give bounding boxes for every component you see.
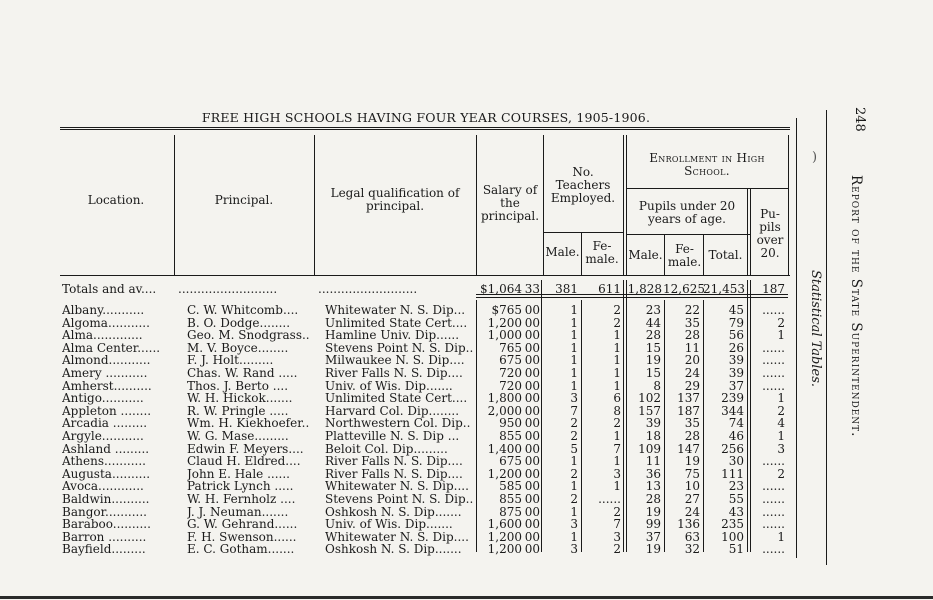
- totals-total: 21,453: [703, 282, 745, 296]
- teachers-male-cell: 3: [570, 517, 578, 532]
- teachers-female-cell: 7: [613, 441, 621, 456]
- principal-cell: C. W. Whitcomb....: [187, 303, 299, 317]
- totals-salary-cents: 33: [524, 282, 540, 296]
- over-20-cell: 2: [777, 315, 785, 330]
- teachers-male-cell: 2: [570, 429, 578, 443]
- total-cell: 344: [721, 403, 744, 418]
- salary-cents-cell: 00: [524, 441, 540, 456]
- salary-cents-cell: 00: [524, 340, 540, 355]
- total-cell: 30: [728, 454, 744, 469]
- teachers-female-cell: 6: [613, 391, 621, 406]
- teachers-female-cell: 1: [613, 454, 621, 469]
- qualification-cell: Milwaukee N. S. Dip....: [325, 353, 465, 368]
- salary-cents-cell: 00: [524, 504, 540, 519]
- location-cell: Augusta..........: [62, 466, 151, 481]
- principal-cell: W. G. Mase.........: [187, 429, 289, 443]
- location-cell: Baldwin..........: [62, 492, 150, 506]
- location-cell: Bangor...........: [62, 504, 147, 519]
- enroll-male-cell: 28: [645, 328, 661, 343]
- principal-cell: F. H. Swenson......: [187, 529, 297, 544]
- enroll-female-cell: 28: [684, 429, 700, 443]
- salary-cents-cell: 00: [524, 429, 540, 443]
- principal-cell: W. H. Fernholz ....: [187, 492, 296, 506]
- salary-cents-cell: 00: [524, 529, 540, 544]
- header-teachers: No. Teachers Employed.: [550, 165, 616, 205]
- enroll-female-cell: 28: [684, 328, 700, 343]
- teachers-female-cell: 2: [613, 542, 621, 557]
- teachers-female-cell: 1: [613, 340, 621, 355]
- teachers-male-cell: 1: [570, 315, 578, 330]
- totals-label: Totals and av....: [62, 282, 157, 296]
- location-cell: Albany...........: [62, 303, 145, 317]
- qualification-cell: Whitewater N. S. Dip....: [325, 529, 469, 544]
- enroll-male-cell: 18: [645, 429, 661, 443]
- enroll-male-cell: 102: [638, 391, 661, 406]
- enroll-male-cell: 39: [645, 416, 661, 431]
- total-cell: 56: [728, 328, 744, 343]
- enroll-female-cell: 187: [677, 403, 700, 418]
- salary-cell: 855: [499, 492, 522, 506]
- over-20-cell: 1: [777, 391, 785, 406]
- enroll-male-cell: 19: [645, 504, 661, 519]
- enroll-male-cell: 23: [645, 303, 661, 317]
- teachers-male-cell: 1: [570, 366, 578, 380]
- teachers-male-cell: 1: [570, 479, 578, 494]
- teachers-male-cell: 1: [570, 378, 578, 393]
- page-title: FREE HIGH SCHOOLS HAVING FOUR YEAR COURSES, 1905-1906.: [201, 110, 651, 125]
- enroll-female-cell: 35: [684, 315, 700, 330]
- over-20-cell: 2: [777, 466, 785, 481]
- enroll-male-cell: 19: [645, 542, 661, 557]
- salary-cents-cell: 00: [524, 391, 540, 406]
- totals-male: 381: [555, 282, 578, 296]
- location-cell: Baraboo..........: [62, 517, 151, 532]
- location-cell: Amery ...........: [62, 366, 148, 380]
- enroll-male-cell: 11: [645, 454, 661, 469]
- over-20-cell: 1: [777, 328, 785, 343]
- qualification-cell: Northwestern Col. Dip..: [325, 416, 471, 431]
- principal-cell: J. J. Neuman.......: [187, 504, 289, 519]
- total-cell: 23: [728, 479, 744, 494]
- teachers-female-cell: 7: [613, 517, 621, 532]
- teachers-male-cell: 1: [570, 529, 578, 544]
- over-20-cell: ......: [762, 353, 785, 368]
- salary-cents-cell: 00: [524, 303, 540, 317]
- total-cell: 39: [728, 366, 744, 380]
- enroll-male-cell: 19: [645, 353, 661, 368]
- principal-cell: R. W. Pringle .....: [187, 403, 289, 418]
- qualification-cell: Univ. of Wis. Dip.......: [325, 517, 453, 532]
- salary-cents-cell: 00: [524, 479, 540, 494]
- teachers-female-cell: 1: [613, 366, 621, 380]
- salary-cents-cell: 00: [524, 492, 540, 506]
- salary-cell: 1,200: [487, 529, 522, 544]
- teachers-female-cell: 2: [613, 416, 621, 431]
- enroll-female-cell: 32: [684, 542, 700, 557]
- salary-cents-cell: 00: [524, 454, 540, 469]
- principal-cell: Patrick Lynch .....: [187, 479, 294, 494]
- location-cell: Arcadia .........: [62, 416, 148, 431]
- totals-principal: ..........................: [178, 282, 278, 296]
- qualification-cell: Univ. of Wis. Dip.......: [325, 378, 453, 393]
- location-cell: Amherst..........: [62, 378, 152, 393]
- over-20-cell: ......: [762, 542, 785, 557]
- header-enroll-female: Fe-male.: [667, 242, 702, 269]
- totals-salary: $1,064: [480, 282, 522, 296]
- teachers-male-cell: 1: [570, 454, 578, 469]
- teachers-female-cell: 1: [613, 328, 621, 343]
- qualification-cell: Whitewater N. S. Dip...: [325, 303, 466, 317]
- salary-cell: 585: [499, 479, 522, 494]
- total-cell: 74: [728, 416, 744, 431]
- header-enrollment: Enrollment in High School.: [649, 151, 765, 178]
- total-cell: 39: [728, 353, 744, 368]
- qualification-cell: Oshkosh N. S. Dip.......: [325, 542, 462, 557]
- salary-cell: 1,200: [487, 542, 522, 557]
- total-cell: 46: [728, 429, 744, 443]
- over-20-cell: 1: [777, 429, 785, 443]
- salary-cell: 1,000: [487, 328, 522, 343]
- enroll-female-cell: 24: [684, 366, 700, 380]
- enroll-female-cell: 136: [677, 517, 700, 532]
- enroll-female-cell: 20: [684, 353, 700, 368]
- teachers-male-cell: 1: [570, 328, 578, 343]
- teachers-female-cell: 3: [613, 529, 621, 544]
- teachers-female-cell: 2: [613, 315, 621, 330]
- enroll-female-cell: 147: [677, 441, 700, 456]
- qualification-cell: Oshkosh N. S. Dip.......: [325, 504, 462, 519]
- total-cell: 111: [721, 466, 744, 481]
- enroll-female-cell: 27: [684, 492, 700, 506]
- salary-cents-cell: 00: [524, 353, 540, 368]
- teachers-male-cell: 1: [570, 353, 578, 368]
- total-cell: 26: [728, 340, 744, 355]
- principal-cell: Geo. M. Snodgrass..: [187, 328, 310, 343]
- salary-cents-cell: 00: [524, 517, 540, 532]
- teachers-female-cell: 1: [613, 429, 621, 443]
- over-20-cell: ......: [762, 378, 785, 393]
- teachers-female-cell: 1: [613, 479, 621, 494]
- total-cell: 256: [721, 441, 744, 456]
- total-cell: 235: [721, 517, 744, 532]
- over-20-cell: ......: [762, 303, 785, 317]
- qualification-cell: River Falls N. S. Dip....: [325, 466, 463, 481]
- qualification-cell: Hamline Univ. Dip......: [325, 328, 460, 343]
- enroll-male-cell: 15: [645, 340, 661, 355]
- over-20-cell: ......: [762, 340, 785, 355]
- salary-cell: 675: [499, 454, 522, 469]
- running-head: Report of the State Superintendent.: [848, 175, 864, 438]
- qualification-cell: Unlimited State Cert....: [325, 315, 468, 330]
- principal-cell: E. C. Gotham.......: [187, 542, 295, 557]
- teachers-female-cell: 1: [613, 353, 621, 368]
- location-cell: Alma.............: [62, 328, 143, 343]
- totals-over-20: 187: [762, 282, 785, 296]
- qualification-cell: Harvard Col. Dip........: [325, 403, 460, 418]
- over-20-cell: 3: [777, 441, 785, 456]
- enroll-male-cell: 157: [638, 403, 661, 418]
- location-cell: Alma Center......: [62, 340, 161, 355]
- qualification-cell: Platteville N. S. Dip ...: [325, 429, 460, 443]
- teachers-male-cell: 1: [570, 340, 578, 355]
- teachers-male-cell: 1: [570, 303, 578, 317]
- enroll-female-cell: 35: [684, 416, 700, 431]
- qualification-cell: Whitewater N. S. Dip....: [325, 479, 469, 494]
- over-20-cell: 1: [777, 529, 785, 544]
- header-pupils-under-20: Pupils under 20 years of age.: [638, 199, 736, 226]
- principal-cell: Thos. J. Berto ....: [187, 378, 289, 393]
- enroll-female-cell: 10: [684, 479, 700, 494]
- principal-cell: W. H. Hickok.......: [187, 391, 293, 406]
- salary-cell: 1,600: [487, 517, 522, 532]
- header-location: Location.: [87, 193, 145, 207]
- teachers-male-cell: 1: [570, 504, 578, 519]
- total-cell: 45: [728, 303, 744, 317]
- salary-cell: 1,800: [487, 391, 522, 406]
- total-cell: 100: [721, 529, 744, 544]
- totals-qualification: ..........................: [318, 282, 418, 296]
- header-teachers-male: Male.: [545, 245, 580, 259]
- principal-cell: Edwin F. Meyers....: [187, 441, 304, 456]
- principal-cell: M. V. Boyce........: [187, 340, 289, 355]
- teachers-male-cell: 7: [570, 403, 578, 418]
- over-20-cell: ......: [762, 492, 785, 506]
- qualification-cell: Stevens Point N. S. Dip..: [325, 340, 474, 355]
- enroll-male-cell: 44: [645, 315, 661, 330]
- enroll-female-cell: 22: [684, 303, 700, 317]
- total-cell: 37: [728, 378, 744, 393]
- qualification-cell: Unlimited State Cert....: [325, 391, 468, 406]
- margin-mark: ): [812, 150, 818, 165]
- location-cell: Athens...........: [62, 454, 146, 469]
- principal-cell: John E. Hale ......: [187, 466, 290, 481]
- principal-cell: F. J. Holt.........: [187, 353, 274, 368]
- principal-cell: Wm. H. Kiekhoefer..: [187, 416, 310, 431]
- over-20-cell: 2: [777, 403, 785, 418]
- location-cell: Bayfield.........: [62, 542, 146, 557]
- enroll-female-cell: 63: [684, 529, 700, 544]
- salary-cents-cell: 00: [524, 542, 540, 557]
- location-cell: Almond...........: [62, 353, 151, 368]
- header-principal: Principal.: [214, 193, 274, 207]
- header-over-20: Pu-pils over 20.: [756, 207, 784, 260]
- page-number: 248: [852, 107, 867, 132]
- enroll-female-cell: 75: [684, 466, 700, 481]
- totals-enroll-male: 1,828: [627, 282, 662, 296]
- salary-cents-cell: 00: [524, 315, 540, 330]
- qualification-cell: River Falls N. S. Dip....: [325, 454, 463, 469]
- teachers-female-cell: 2: [613, 303, 621, 317]
- enroll-female-cell: 137: [677, 391, 700, 406]
- salary-cell: 950: [499, 416, 522, 431]
- teachers-female-cell: 8: [613, 403, 621, 418]
- salary-cell: 2,000: [487, 403, 522, 418]
- qualification-cell: River Falls N. S. Dip....: [325, 366, 463, 380]
- enroll-female-cell: 24: [684, 504, 700, 519]
- enroll-female-cell: 19: [684, 454, 700, 469]
- teachers-female-cell: ......: [598, 492, 621, 506]
- total-cell: 55: [728, 492, 744, 506]
- teachers-male-cell: 3: [570, 391, 578, 406]
- location-cell: Appleton ........: [62, 403, 152, 418]
- enroll-female-cell: 11: [684, 340, 700, 355]
- totals-female: 611: [598, 282, 621, 296]
- location-cell: Argyle...........: [62, 429, 144, 443]
- total-cell: 79: [728, 315, 744, 330]
- salary-cents-cell: 00: [524, 403, 540, 418]
- salary-cell: 675: [499, 353, 522, 368]
- salary-cell: 720: [499, 366, 522, 380]
- location-cell: Antigo...........: [62, 391, 144, 406]
- salary-cell: 765: [499, 340, 522, 355]
- totals-enroll-female: 12,625: [663, 282, 705, 296]
- enroll-male-cell: 13: [645, 479, 661, 494]
- page-bottom-rule: [0, 596, 933, 599]
- salary-cell: 1,400: [487, 441, 522, 456]
- teachers-female-cell: 1: [613, 378, 621, 393]
- total-cell: 239: [721, 391, 744, 406]
- header-enroll-male: Male.: [628, 248, 663, 262]
- teachers-male-cell: 2: [570, 466, 578, 481]
- salary-cell: 855: [499, 429, 522, 443]
- total-cell: 51: [728, 542, 744, 557]
- over-20-cell: ......: [762, 454, 785, 469]
- salary-cents-cell: 00: [524, 378, 540, 393]
- qualification-cell: Stevens Point N. S. Dip..: [325, 492, 474, 506]
- teachers-male-cell: 3: [570, 542, 578, 557]
- principal-cell: Chas. W. Rand .....: [187, 366, 298, 380]
- principal-cell: B. O. Dodge........: [187, 315, 291, 330]
- over-20-cell: ......: [762, 504, 785, 519]
- location-cell: Ashland .........: [62, 441, 150, 456]
- over-20-cell: 4: [777, 416, 785, 431]
- principal-cell: Claud H. Eldred....: [187, 454, 301, 469]
- teachers-female-cell: 2: [613, 504, 621, 519]
- salary-cell: $765: [491, 303, 522, 317]
- over-20-cell: ......: [762, 517, 785, 532]
- salary-cents-cell: 00: [524, 366, 540, 380]
- enroll-female-cell: 29: [684, 378, 700, 393]
- salary-cents-cell: 00: [524, 466, 540, 481]
- header-qualification: Legal qualification of principal.: [330, 186, 460, 213]
- header-total: Total.: [708, 248, 743, 262]
- teachers-male-cell: 2: [570, 416, 578, 431]
- section-label: Statistical Tables.: [808, 270, 823, 388]
- enroll-male-cell: 8: [653, 378, 661, 393]
- enroll-male-cell: 36: [645, 466, 661, 481]
- teachers-male-cell: 5: [570, 441, 578, 456]
- over-20-cell: ......: [762, 479, 785, 494]
- header-salary: Salary of the principal.: [480, 183, 540, 223]
- total-cell: 43: [728, 504, 744, 519]
- salary-cents-cell: 00: [524, 328, 540, 343]
- salary-cell: 875: [499, 504, 522, 519]
- enroll-male-cell: 15: [645, 366, 661, 380]
- header-teachers-female: Fe-male.: [585, 239, 619, 266]
- qualification-cell: Beloit Col. Dip.........: [325, 441, 448, 456]
- location-cell: Avoca............: [62, 479, 144, 494]
- enroll-male-cell: 99: [645, 517, 661, 532]
- salary-cents-cell: 00: [524, 416, 540, 431]
- enroll-male-cell: 37: [645, 529, 661, 544]
- salary-cell: 720: [499, 378, 522, 393]
- principal-cell: G. W. Gehrand......: [187, 517, 298, 532]
- location-cell: Algoma...........: [62, 315, 150, 330]
- over-20-cell: ......: [762, 366, 785, 380]
- salary-cell: 1,200: [487, 466, 522, 481]
- teachers-male-cell: 2: [570, 492, 578, 506]
- enroll-male-cell: 109: [638, 441, 661, 456]
- enroll-male-cell: 28: [645, 492, 661, 506]
- salary-cell: 1,200: [487, 315, 522, 330]
- teachers-female-cell: 3: [613, 466, 621, 481]
- location-cell: Barron ..........: [62, 529, 147, 544]
